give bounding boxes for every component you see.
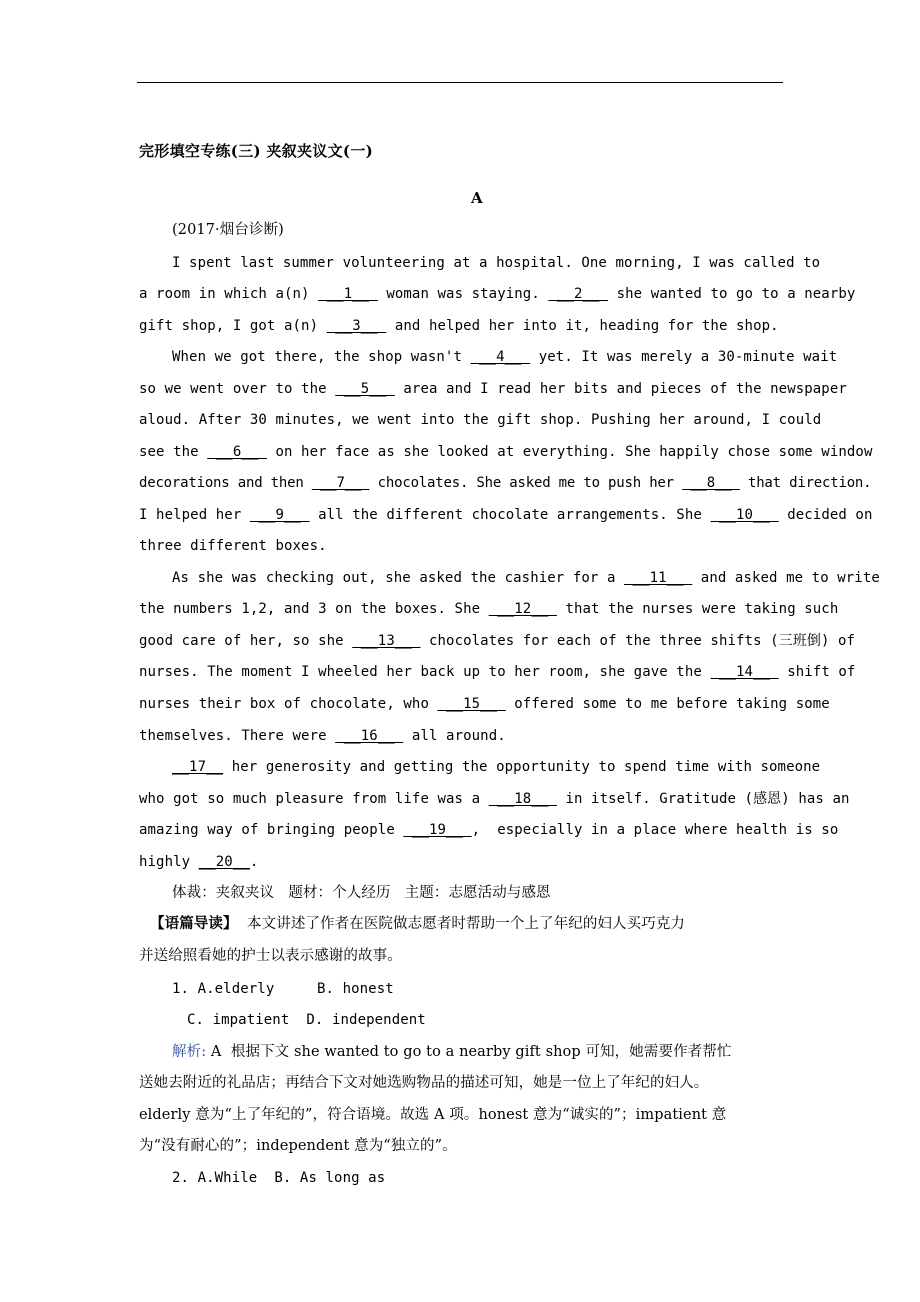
section-label: A	[471, 189, 483, 207]
p2-line1: When we got there, the shop wasn't __4__ yet. It was merely a 30-minute wait	[172, 349, 838, 365]
blank-19[interactable]: __19__	[403, 822, 472, 838]
blank-14[interactable]: __14__	[710, 664, 779, 680]
p4-line2: who got so much pleasure from life was a __18__ in itself. Gratitude (感恩) has an	[139, 791, 850, 807]
p4-line4: highly __20__.	[139, 854, 259, 870]
blank-5[interactable]: __5__	[335, 381, 395, 397]
blank-16[interactable]: __16__	[335, 728, 404, 744]
analysis-line1: 解析: A 根据下文 she wanted to go to a nearby gift shop 可知，她需要作者帮忙	[172, 1044, 732, 1060]
blank-2[interactable]: __2__	[548, 286, 609, 302]
q2-options-a: 2. A.While B. As long as	[172, 1170, 386, 1186]
analysis-line3: elderly 意为“上了年纪的”，符合语境。故选 A 项。honest 意为“诚实的”；impatient 意	[139, 1107, 727, 1123]
blank-11[interactable]: __11__	[624, 570, 693, 586]
blank-4[interactable]: __4__	[470, 349, 531, 365]
page-title: 完形填空专练(三) 夹叙夹议文(一)	[139, 142, 374, 160]
guide-line2: 并送给照看她的护士以表示感谢的故事。	[139, 948, 402, 964]
p2-line7: three different boxes.	[139, 538, 327, 554]
blank-20[interactable]: __20__	[198, 854, 250, 870]
blank-8[interactable]: __8__	[682, 475, 740, 491]
blank-3[interactable]: __3__	[326, 318, 387, 334]
blank-12[interactable]: __12__	[488, 601, 557, 617]
header-rule	[137, 82, 783, 83]
p1-line1: I spent last summer volunteering at a hospital. One morning, I was called to	[172, 255, 821, 271]
blank-7[interactable]: __7__	[311, 475, 370, 491]
q1-options-a: 1. A.elderly B. honest	[172, 981, 394, 997]
blank-18[interactable]: __18__	[488, 791, 557, 807]
p2-line2: so we went over to the __5__ area and I read her bits and pieces of the newspaper	[139, 381, 847, 397]
p3-line2: the numbers 1,2, and 3 on the boxes. She __12__ that the nurses were taking such	[139, 601, 839, 617]
guide-line1: 【语篇导读】 本文讲述了作者在医院做志愿者时帮助一个上了年纪的妇人买巧克力	[150, 915, 686, 932]
p2-line6: I helped her __9__ all the different chocolate arrangements. She __10__ decided on	[139, 507, 873, 523]
p4-line3: amazing way of bringing people __19__ , especially in a place where health is so	[139, 822, 839, 838]
blank-17[interactable]: __17__	[172, 759, 224, 775]
q1-options-b: C. impatient D. independent	[187, 1012, 426, 1028]
p2-line5: decorations and then __7__ chocolates. She asked me to push her __8__ that direction.	[139, 475, 872, 491]
p3-line1: As she was checking out, she asked the cashier for a __11__ and asked me to write	[172, 570, 880, 586]
p2-line4: see the __6__ on her face as she looked at everything. She happily chose some window	[139, 444, 873, 460]
blank-1[interactable]: __1__	[318, 286, 378, 302]
analysis-line4: 为“没有耐心的”；independent 意为“独立的”。	[139, 1138, 457, 1154]
p3-line3: good care of her, so she __13__ chocolates for each of the three shifts (三班倒) of	[139, 633, 856, 649]
blank-15[interactable]: __15__	[437, 696, 506, 712]
p1-line3: gift shop, I got a(n) __3__ and helped her into it, heading for the shop.	[139, 318, 779, 334]
p3-line4: nurses. The moment I wheeled her back up to her room, she gave the __14__ shift of	[139, 664, 856, 680]
genre-info: 体裁：夹叙夹议 题材：个人经历 主题：志愿活动与感恩	[172, 885, 551, 901]
p3-line6: themselves. There were __16__ all around.	[139, 728, 506, 744]
source-note: (2017·烟台诊断)	[172, 222, 284, 238]
analysis-label: 解析:	[172, 1044, 207, 1060]
p1-line2: a room in which a(n) __1__ woman was staying. __2__ she wanted to go to a nearby	[139, 286, 856, 302]
analysis-line2: 送她去附近的礼品店；再结合下文对她选购物品的描述可知，她是一位上了年纪的妇人。	[139, 1075, 709, 1091]
guide-label: 【语篇导读】	[150, 915, 238, 932]
blank-6[interactable]: __6__	[207, 444, 267, 460]
p4-line1: __17__ her generosity and getting the opportunity to spend time with someone	[172, 759, 821, 775]
blank-10[interactable]: __10__	[710, 507, 779, 523]
blank-9[interactable]: __9__	[249, 507, 310, 523]
p2-line3: aloud. After 30 minutes, we went into the gift shop. Pushing her around, I could	[139, 412, 822, 428]
blank-13[interactable]: __13__	[352, 633, 421, 649]
p3-line5: nurses their box of chocolate, who __15__ offered some to me before taking some	[139, 696, 830, 712]
